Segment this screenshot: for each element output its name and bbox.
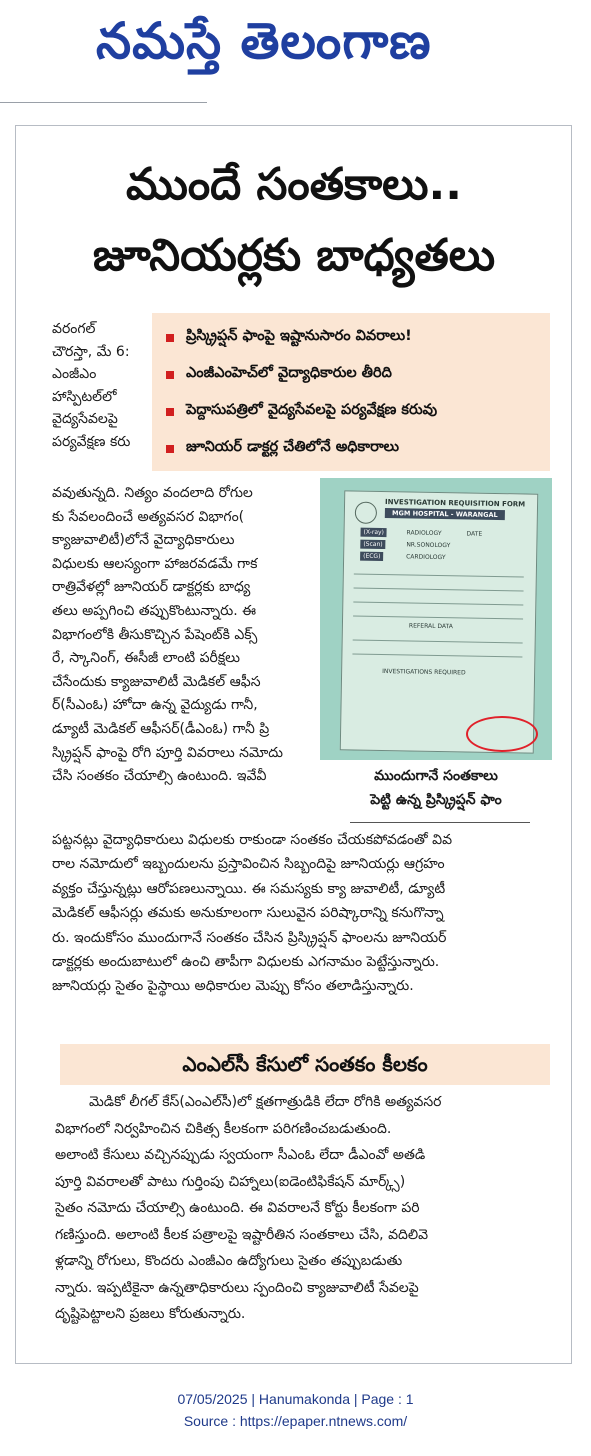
form-label: CARDIOLOGY (406, 553, 446, 562)
highlight-item (166, 430, 550, 467)
body-line: గణిస్తుంది. అలాంటి కీలక పత్రాలపై ఇష్టారీతిన సంతకాలు చేసి, వదిలివె (55, 1226, 429, 1243)
form-tag: (ECG) (360, 552, 383, 561)
highlight-text: ఎంజీఎంహెచ్‌లో వైద్యాధికారుల తీరిది (186, 364, 392, 381)
dateline (52, 318, 147, 453)
dateline-line: ఎంజీఎం (52, 366, 97, 382)
article-body-wide (52, 828, 552, 999)
article-body-bottom (55, 1089, 552, 1328)
dateline-line: వైద్యసేవలపై (52, 411, 118, 427)
highlight-item (166, 319, 550, 356)
bullet-icon (166, 371, 174, 379)
body-line: మెడికల్ ఆఫీసర్లు తమకు అనుకూలంగా సులువైన పరిష్కారాన్ని కనుగొన్నా (52, 905, 444, 922)
headline-line-2: జూనియర్లకు బాధ్యతలు (92, 230, 496, 281)
signature-highlight-circle (466, 716, 538, 752)
body-line: విధులకు ఆలస్యంగా హాజరవడమే గాక (52, 555, 258, 572)
dateline-line: హాస్పిటల్‌లో (52, 388, 117, 405)
footer-edition-info: 07/05/2025 | Hanumakonda | Page : 1 (177, 1391, 414, 1407)
form-rule (354, 574, 524, 578)
body-line: డాక్టర్లకు అందుబాటులో ఉంచి తాపీగా విధులకు ఎగనామం పెట్టేస్తున్నారు. (52, 954, 440, 971)
body-line: విభాగంలోకి తీసుకొచ్చిన పేషెంట్‌కి ఎక్స్ (52, 626, 258, 643)
bullet-icon (166, 408, 174, 416)
highlights-box (152, 313, 550, 471)
form-label: NR.SONOLOGY (406, 541, 451, 550)
highlight-item (166, 393, 550, 430)
caption-line: పెట్టి ఉన్న ప్రిస్క్రిప్షన్ ఫాం (370, 792, 502, 808)
requisition-form (340, 490, 539, 753)
highlight-text: జూనియర్ డాక్టర్ల చేతిలోనే అధికారాలు (186, 438, 399, 455)
caption-underline (350, 822, 530, 823)
prescription-form-photo (320, 478, 552, 760)
body-line: రు. ఇందుకోసం ముందుగానే సంతకం చేసిన ప్రిస్క్రిప్షన్ ఫాంలను జూనియర్ (52, 929, 447, 946)
form-rule (354, 588, 524, 592)
body-line: చేసేందుకు క్యాజువాలిటీ మెడికల్ ఆఫీస (52, 673, 261, 690)
body-line: తలు అప్పగించి తప్పుకొంటున్నారు. ఈ (52, 602, 257, 619)
body-line: ర్(సీఎంఓ) హోదా ఉన్న వైద్యుడు గానీ, (52, 697, 258, 714)
form-rule (352, 653, 522, 657)
headline-line-1: ముందే సంతకాలు.. (126, 159, 462, 210)
body-line: రే, స్కానింగ్, ఈసీజీ లాంటి పరీక్షలు (52, 650, 240, 667)
body-line: డ్యూటీ మెడికల్ ఆఫీసర్(డీఎంఓ) గానీ ప్రి (52, 720, 270, 737)
body-line: న్నారు. ఇప్పటికైనా ఉన్నతాధికారులు స్పందించి క్యాజువాలిటీ సేవలపై (55, 1279, 419, 1296)
body-line: పట్టనట్లు వైద్యాధికారులు విధులకు రాకుండా సంతకం చేయకపోవడంతో వివ (52, 832, 453, 848)
body-line: చేసి సంతకం చేయాల్సి ఉంటుంది. ఇవేవీ (52, 768, 267, 785)
body-line: జూనియర్లు సైతం పైస్థాయి అధికారుల మెప్పు కోసం తలాడిస్తున్నారు. (52, 978, 414, 995)
form-label: REFERAL DATA (408, 622, 453, 631)
form-label: DATE (466, 530, 483, 538)
masthead-divider (0, 102, 207, 103)
highlight-text: ప్రిస్క్రిప్షన్ ఫాంపై ఇష్టానుసారం వివరాలు! (186, 327, 412, 344)
body-line: పూర్తి వివరాలతో పాటు గుర్తింపు చిహ్నాలు(ఐడెంటిఫికేషన్ మార్క్స్) (55, 1173, 406, 1190)
highlight-item (166, 356, 550, 393)
body-line: అలాంటి కేసులు వచ్చినప్పుడు స్వయంగా సీఎంఓ లేదా డీఎంవో అతడి (55, 1147, 426, 1163)
form-rule (353, 639, 523, 643)
body-line: ళ్లడాన్ని రోగులు, కొందరు ఎంజీఎం ఉద్యోగులు సైతం తప్పుబడుతు (55, 1253, 403, 1269)
form-label: INVESTIGATIONS REQUIRED (382, 668, 466, 677)
body-line: క్యాజువాలిటీ)లోనే వైద్యాధికారులు (52, 532, 235, 549)
body-line: కు సేవలందించే అత్యవసర విభాగం( (52, 508, 245, 525)
body-line: మెడికో లీగల్ కేస్(ఎంఎల్‌సీ)లో క్షతగాత్రుడికి లేదా రోగికి అత్యవసర (89, 1094, 442, 1110)
body-line: రాత్రివేళల్లో జూనియర్ డాక్టర్లకు బాధ్య (52, 579, 251, 596)
body-line: వవుతున్నది. నిత్యం వందలాది రోగుల (52, 485, 253, 501)
body-line: రాల నమోదులో ఇబ్బందులను ప్రస్తావించిన సిబ్బందిపై జూనియర్లు ఆగ్రహం (52, 856, 445, 873)
form-label: RADIOLOGY (406, 529, 442, 538)
article-body-column (52, 482, 310, 789)
form-tag: (X-ray) (360, 528, 387, 537)
form-tag: (Scan) (360, 540, 385, 549)
photo-caption (320, 764, 552, 812)
form-hospital-name: MGM HOSPITAL - WARANGAL (385, 508, 505, 520)
form-rule (353, 602, 523, 606)
hospital-seal-icon (355, 502, 377, 524)
body-line: వ్యక్తం చేస్తున్నట్లు ఆరోపణలున్నాయి. ఈ సమస్యకు క్యా జువాలిటీ, డ్యూటీ (52, 880, 446, 897)
subheading: ఎంఎల్‌సీ కేసులో సంతకం కీలకం (182, 1052, 428, 1076)
body-line: స్క్రిప్షన్ ఫాంపై రోగి పూర్తి వివరాలు నమోదు (52, 744, 283, 761)
caption-line: ముందుగానే సంతకాలు (374, 768, 498, 784)
highlight-text: పెద్దాసుపత్రిలో వైద్యసేవలపై పర్యవేక్షణ కరువు (186, 401, 438, 418)
bullet-icon (166, 334, 174, 342)
form-rule (353, 615, 523, 619)
footer-source-link[interactable]: Source : https://epaper.ntnews.com/ (183, 1413, 408, 1429)
dateline-line: వరంగల్ (52, 321, 96, 337)
dateline-line: చౌరస్తా, మే 6: (52, 343, 130, 360)
body-line: విభాగంలో నిర్వహించిన చికిత్స కీలకంగా పరిగణించబడుతుంది. (55, 1120, 392, 1137)
masthead-logo: నమస్తే తెలంగాణ (96, 11, 432, 70)
body-line: దృష్టిపెట్టాలని ప్రజలు కోరుతున్నారు. (55, 1306, 246, 1322)
body-line: సైతం నమోదు చేయాల్సి ఉంటుంది. ఈ వివరాలనే కోర్టు కీలకంగా పరి (55, 1200, 420, 1216)
dateline-line: పర్యవేక్షణ కరు (52, 433, 131, 450)
form-title: INVESTIGATION REQUISITION FORM (385, 498, 526, 509)
bullet-icon (166, 445, 174, 453)
